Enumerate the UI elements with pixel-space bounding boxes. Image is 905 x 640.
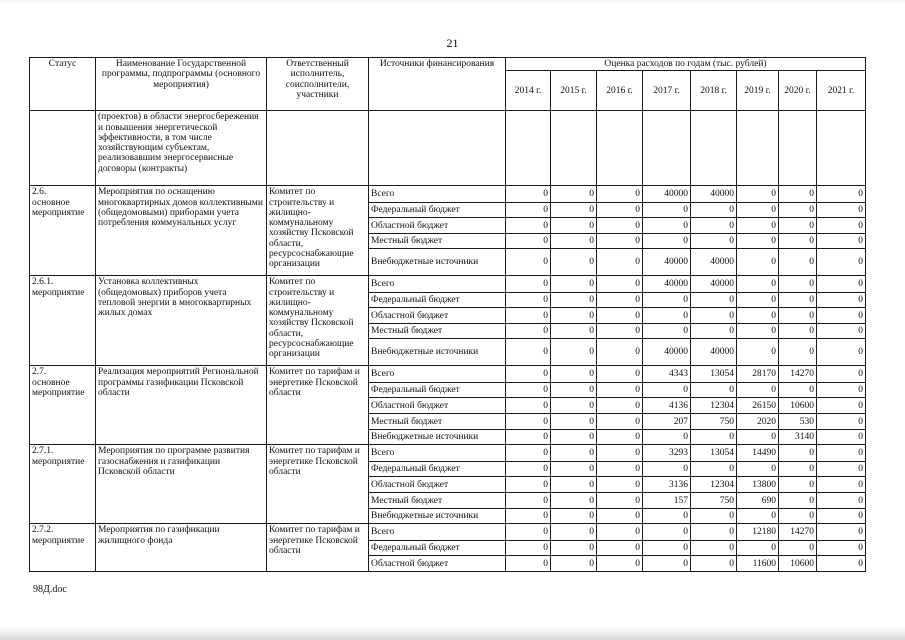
value-cell: 14490 — [737, 445, 779, 462]
source-cell: Внебюджетные источники — [369, 509, 506, 524]
value-cell: 0 — [597, 509, 643, 524]
value-cell: 0 — [817, 509, 866, 524]
table-row — [30, 445, 866, 462]
source-cell: Всего — [369, 445, 506, 462]
value-cell: 0 — [506, 462, 551, 477]
value-cell: 0 — [817, 445, 866, 462]
value-cell: 0 — [506, 339, 551, 366]
header-sources: Источники финансирования — [369, 58, 506, 111]
value-cell: 0 — [737, 430, 779, 445]
value-cell: 0 — [551, 524, 597, 541]
source-cell: Всего — [369, 524, 506, 541]
value-cell: 0 — [551, 308, 597, 324]
header-status: Статус — [30, 58, 96, 111]
value-cell: 3136 — [643, 477, 691, 493]
name-cell: Реализация мероприятий Региональной программы газификации Псковской области — [96, 366, 267, 445]
value-cell: 0 — [779, 308, 817, 324]
value-cell: 0 — [506, 276, 551, 293]
value-cell: 4343 — [643, 366, 691, 383]
header-year: 2019 г. — [737, 71, 779, 111]
value-cell: 13054 — [691, 445, 737, 462]
value-cell: 0 — [817, 366, 866, 383]
value-cell: 0 — [817, 186, 866, 203]
value-cell: 0 — [643, 556, 691, 572]
value-cell: 40000 — [643, 186, 691, 203]
value-cell: 0 — [551, 234, 597, 249]
value-cell: 0 — [643, 293, 691, 308]
value-cell: 0 — [551, 339, 597, 366]
value-cell: 0 — [506, 430, 551, 445]
value-cell: 0 — [597, 445, 643, 462]
value-cell: 26150 — [737, 398, 779, 414]
value-cell: 0 — [597, 414, 643, 430]
value-cell: 0 — [597, 308, 643, 324]
value-cell: 0 — [551, 324, 597, 339]
value-cell: 0 — [817, 556, 866, 572]
value-cell: 0 — [506, 524, 551, 541]
value-cell: 0 — [551, 509, 597, 524]
value-cell: 0 — [506, 509, 551, 524]
source-cell: Всего — [369, 366, 506, 383]
value-cell: 0 — [597, 218, 643, 234]
value-cell: 0 — [551, 414, 597, 430]
value-cell: 0 — [737, 186, 779, 203]
value-cell: 0 — [737, 462, 779, 477]
value-cell: 0 — [737, 324, 779, 339]
value-cell: 0 — [817, 293, 866, 308]
value-cell: 0 — [506, 249, 551, 276]
value-cell: 0 — [779, 203, 817, 218]
value-cell: 0 — [817, 339, 866, 366]
value-cell: 0 — [643, 324, 691, 339]
status-cell: 2.7. основное мероприятие — [30, 366, 96, 445]
value-cell: 0 — [597, 430, 643, 445]
header-year: 2016 г. — [597, 71, 643, 111]
value-cell: 0 — [779, 509, 817, 524]
value-cell: 0 — [779, 249, 817, 276]
value-cell: 0 — [597, 324, 643, 339]
value-cell: 0 — [643, 308, 691, 324]
scan-top-edge — [0, 0, 905, 4]
value-cell: 0 — [691, 509, 737, 524]
value-cell: 690 — [737, 493, 779, 509]
value-cell: 0 — [817, 524, 866, 541]
value-cell: 0 — [643, 524, 691, 541]
value-cell: 0 — [506, 308, 551, 324]
value-cell: 0 — [817, 276, 866, 293]
value-cell: 3140 — [779, 430, 817, 445]
value-cell: 14270 — [779, 524, 817, 541]
value-cell: 40000 — [691, 276, 737, 293]
value-cell: 0 — [779, 339, 817, 366]
value-cell: 0 — [817, 414, 866, 430]
value-cell: 40000 — [691, 249, 737, 276]
value-cell: 0 — [551, 218, 597, 234]
status-cell: 2.6. основное мероприятие — [30, 186, 96, 276]
value-cell: 0 — [506, 293, 551, 308]
value-cell: 0 — [691, 541, 737, 556]
scan-bottom-edge — [0, 626, 905, 640]
executor-cell: Комитет по тарифам и энергетике Псковской области — [267, 524, 369, 572]
value-cell: 0 — [597, 524, 643, 541]
value-cell: 0 — [737, 339, 779, 366]
value-cell: 0 — [506, 186, 551, 203]
value-cell: 0 — [691, 234, 737, 249]
executor-cell: Комитет по тарифам и энергетике Псковской области — [267, 366, 369, 445]
value-cell: 0 — [737, 218, 779, 234]
value-cell: 0 — [817, 203, 866, 218]
value-cell: 0 — [597, 234, 643, 249]
header-year: 2017 г. — [643, 71, 691, 111]
value-cell: 0 — [691, 308, 737, 324]
value-cell: 0 — [506, 218, 551, 234]
value-cell: 0 — [817, 234, 866, 249]
value-cell: 0 — [691, 556, 737, 572]
value-cell: 0 — [597, 276, 643, 293]
value-cell: 0 — [597, 398, 643, 414]
name-cell: Установка коллективных (общедомовых) приборов учета тепловой энергии в многоквартирных жилых домах — [96, 276, 267, 366]
value-cell: 0 — [643, 234, 691, 249]
value-cell: 40000 — [643, 249, 691, 276]
value-cell: 13800 — [737, 477, 779, 493]
value-cell: 0 — [779, 293, 817, 308]
status-cell: 2.7.2. мероприятие — [30, 524, 96, 572]
value-cell: 0 — [506, 493, 551, 509]
value-cell: 0 — [817, 430, 866, 445]
value-cell: 0 — [737, 203, 779, 218]
value-cell: 0 — [691, 524, 737, 541]
footer-filename: 98Д.doc — [33, 584, 67, 595]
value-cell: 0 — [506, 383, 551, 398]
value-cell: 0 — [737, 541, 779, 556]
source-cell: Федеральный бюджет — [369, 293, 506, 308]
value-cell: 0 — [643, 541, 691, 556]
value-cell: 28170 — [737, 366, 779, 383]
source-cell: Областной бюджет — [369, 398, 506, 414]
value-cell: 0 — [506, 324, 551, 339]
value-cell: 0 — [551, 276, 597, 293]
source-cell: Федеральный бюджет — [369, 203, 506, 218]
header-year: 2015 г. — [551, 71, 597, 111]
status-cell: 2.6.1. мероприятие — [30, 276, 96, 366]
value-cell: 0 — [691, 430, 737, 445]
value-cell: 0 — [551, 541, 597, 556]
continuation-source-cell — [369, 111, 506, 186]
value-cell: 0 — [817, 383, 866, 398]
value-cell: 10600 — [779, 398, 817, 414]
value-cell: 0 — [779, 445, 817, 462]
value-cell: 0 — [597, 366, 643, 383]
value-cell: 0 — [597, 186, 643, 203]
header-executor: Ответственный исполнитель, соисполнители, участники — [267, 58, 369, 111]
value-cell: 0 — [551, 249, 597, 276]
value-cell: 0 — [551, 398, 597, 414]
value-cell: 0 — [691, 462, 737, 477]
source-cell: Местный бюджет — [369, 493, 506, 509]
value-cell: 0 — [506, 203, 551, 218]
value-cell: 0 — [817, 477, 866, 493]
value-cell: 11600 — [737, 556, 779, 572]
value-cell: 0 — [551, 186, 597, 203]
value-cell: 0 — [643, 383, 691, 398]
value-cell: 0 — [597, 493, 643, 509]
table-row — [30, 524, 866, 541]
value-cell: 0 — [597, 293, 643, 308]
value-cell: 14270 — [779, 366, 817, 383]
value-cell: 0 — [737, 249, 779, 276]
value-cell: 0 — [737, 276, 779, 293]
value-cell: 12304 — [691, 398, 737, 414]
value-cell: 0 — [779, 234, 817, 249]
value-cell: 2020 — [737, 414, 779, 430]
value-cell: 0 — [779, 186, 817, 203]
value-cell: 0 — [817, 324, 866, 339]
header-estimate: Оценка расходов по годам (тыс. рублей) — [506, 58, 866, 71]
value-cell: 0 — [506, 556, 551, 572]
executor-cell: Комитет по строительству и жилищно-коммунальному хозяйству Псковской области, ресурсоснабжающие организации — [267, 276, 369, 366]
value-cell: 207 — [643, 414, 691, 430]
name-cell: Мероприятия по газификации жилищного фонда — [96, 524, 267, 572]
source-cell: Всего — [369, 186, 506, 203]
value-cell: 0 — [551, 556, 597, 572]
value-cell: 0 — [551, 203, 597, 218]
value-cell: 0 — [817, 249, 866, 276]
table-row — [30, 186, 866, 203]
value-cell: 0 — [817, 462, 866, 477]
executor-cell: Комитет по тарифам и энергетике Псковской области — [267, 445, 369, 524]
value-cell: 10600 — [779, 556, 817, 572]
value-cell: 0 — [691, 218, 737, 234]
value-cell: 0 — [551, 445, 597, 462]
value-cell: 0 — [737, 383, 779, 398]
source-cell: Местный бюджет — [369, 324, 506, 339]
value-cell: 0 — [817, 308, 866, 324]
source-cell: Внебюджетные источники — [369, 339, 506, 366]
value-cell: 0 — [817, 398, 866, 414]
value-cell: 3293 — [643, 445, 691, 462]
value-cell: 0 — [817, 218, 866, 234]
source-cell: Местный бюджет — [369, 234, 506, 249]
value-cell: 0 — [779, 493, 817, 509]
value-cell: 0 — [779, 477, 817, 493]
value-cell: 0 — [737, 308, 779, 324]
value-cell: 40000 — [691, 186, 737, 203]
source-cell: Внебюджетные источники — [369, 430, 506, 445]
value-cell: 530 — [779, 414, 817, 430]
value-cell: 4136 — [643, 398, 691, 414]
page-number: 21 — [446, 36, 459, 50]
value-cell: 0 — [597, 477, 643, 493]
value-cell: 157 — [643, 493, 691, 509]
value-cell: 40000 — [691, 339, 737, 366]
value-cell: 0 — [551, 462, 597, 477]
value-cell: 40000 — [643, 276, 691, 293]
source-cell: Областной бюджет — [369, 308, 506, 324]
value-cell: 0 — [506, 477, 551, 493]
header-year: 2014 г. — [506, 71, 551, 111]
value-cell: 0 — [551, 430, 597, 445]
value-cell: 0 — [691, 203, 737, 218]
continuation-status-cell — [30, 111, 96, 186]
status-cell: 2.7.1. мероприятие — [30, 445, 96, 524]
value-cell: 0 — [691, 383, 737, 398]
value-cell: 0 — [506, 541, 551, 556]
value-cell: 0 — [817, 493, 866, 509]
value-cell: 0 — [779, 462, 817, 477]
source-cell: Федеральный бюджет — [369, 462, 506, 477]
value-cell: 12304 — [691, 477, 737, 493]
value-cell: 0 — [506, 414, 551, 430]
value-cell: 0 — [506, 234, 551, 249]
value-cell: 0 — [551, 293, 597, 308]
value-cell: 0 — [597, 203, 643, 218]
source-cell: Всего — [369, 276, 506, 293]
continuation-row — [30, 111, 866, 186]
continuation-name-cell: (проектов) в области энергосбережения и повышения энергетической эффективности, в том числе хозяйствующим субъектам, реализовавшим энергосервисные договоры (контракты) — [96, 111, 267, 186]
header-year: 2021 г. — [817, 71, 866, 111]
value-cell: 0 — [737, 234, 779, 249]
name-cell: Мероприятия по оснащению многоквартирных домов коллективными (общедомовыми) приборами учета потребления коммунальных услуг — [96, 186, 267, 276]
value-cell: 0 — [597, 541, 643, 556]
source-cell: Местный бюджет — [369, 414, 506, 430]
value-cell: 0 — [779, 276, 817, 293]
value-cell: 0 — [506, 445, 551, 462]
value-cell: 13054 — [691, 366, 737, 383]
value-cell: 12180 — [737, 524, 779, 541]
value-cell: 0 — [597, 249, 643, 276]
value-cell: 0 — [643, 203, 691, 218]
header-year: 2020 г. — [779, 71, 817, 111]
source-cell: Внебюджетные источники — [369, 249, 506, 276]
value-cell: 40000 — [643, 339, 691, 366]
value-cell: 0 — [551, 477, 597, 493]
value-cell: 0 — [506, 398, 551, 414]
value-cell: 0 — [551, 383, 597, 398]
value-cell: 0 — [506, 366, 551, 383]
header-year: 2018 г. — [691, 71, 737, 111]
source-cell: Областной бюджет — [369, 218, 506, 234]
value-cell: 0 — [737, 293, 779, 308]
value-cell: 0 — [691, 293, 737, 308]
source-cell: Областной бюджет — [369, 556, 506, 572]
value-cell: 750 — [691, 493, 737, 509]
value-cell: 0 — [779, 218, 817, 234]
budget-table — [29, 57, 866, 572]
value-cell: 0 — [737, 509, 779, 524]
value-cell: 0 — [597, 383, 643, 398]
value-cell: 0 — [597, 339, 643, 366]
value-cell: 0 — [779, 383, 817, 398]
continuation-executor-cell — [267, 111, 369, 186]
value-cell: 0 — [643, 462, 691, 477]
value-cell: 0 — [643, 430, 691, 445]
value-cell: 0 — [779, 324, 817, 339]
executor-cell: Комитет по строительству и жилищно-коммунальному хозяйству Псковской области, ресурсоснабжающие организации — [267, 186, 369, 276]
name-cell: Мероприятия по программе развития газоснабжения и газификации Псковской области — [96, 445, 267, 524]
value-cell: 0 — [779, 541, 817, 556]
header-name: Наименование Государственной программы, подпрограммы (основного мероприятия) — [96, 58, 267, 111]
value-cell: 0 — [597, 462, 643, 477]
table-row — [30, 276, 866, 293]
source-cell: Федеральный бюджет — [369, 541, 506, 556]
source-cell: Областной бюджет — [369, 477, 506, 493]
value-cell: 0 — [817, 541, 866, 556]
value-cell: 0 — [643, 509, 691, 524]
source-cell: Федеральный бюджет — [369, 383, 506, 398]
value-cell: 0 — [597, 556, 643, 572]
value-cell: 750 — [691, 414, 737, 430]
value-cell: 0 — [551, 493, 597, 509]
value-cell: 0 — [691, 324, 737, 339]
value-cell: 0 — [551, 366, 597, 383]
table-row — [30, 366, 866, 383]
value-cell: 0 — [643, 218, 691, 234]
